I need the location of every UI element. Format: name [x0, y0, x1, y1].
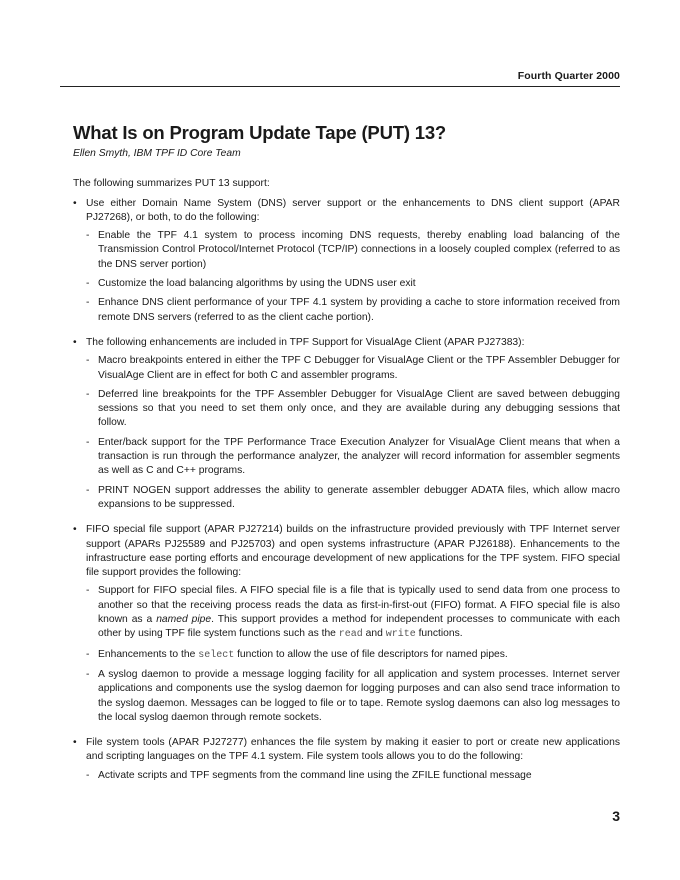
sub-item	[86, 277, 620, 291]
dash-marker: -	[86, 297, 90, 309]
list-item-file-system-tools	[73, 736, 620, 783]
list-item-dns	[73, 197, 620, 325]
sub-item-select	[86, 648, 620, 663]
dash-marker: -	[86, 388, 90, 400]
sub-item-text-part: functions.	[415, 628, 463, 640]
named-pipe-term: named pipe	[156, 614, 212, 626]
list-item-text: Use either Domain Name System (DNS) server support or the enhancements to DNS client support (APAR PJ27268), or both, to do the following:	[86, 197, 620, 223]
sub-item	[86, 229, 620, 272]
sub-list	[86, 354, 620, 512]
sub-item-fifo-files	[86, 584, 620, 642]
intro-paragraph: The following summarizes PUT 13 support:	[73, 178, 270, 190]
dash-marker: -	[86, 355, 90, 367]
sub-item	[86, 436, 620, 479]
bullet-marker: •	[73, 524, 77, 536]
list-item-text: File system tools (APAR PJ27277) enhances the file system by making it easier to port or create new applications and scripting languages on the TPF 4.1 system. File system tools allows you to do the following:	[86, 737, 620, 763]
dash-marker: -	[86, 585, 90, 597]
sub-item-text-part: Support for FIFO special files. A FIFO special file is a file that is typically used to send data from one process to another so that the receiving process reads the data as first-in-first-out (FIFO) format. A FIFO special file is also known as a	[98, 585, 620, 626]
article-title: What Is on Program Update Tape (PUT) 13?	[73, 122, 447, 143]
sub-item-text-part: . This support provides a method for independent processes to communicate with each other by using TPF file system functions such as the	[98, 614, 621, 640]
bullet-marker: •	[73, 336, 77, 348]
sub-item	[86, 296, 620, 325]
sub-item	[86, 484, 620, 513]
article-author: Ellen Smyth, IBM TPF ID Core Team	[73, 148, 241, 159]
sub-item-text: Enable the TPF 4.1 system to process incoming DNS requests, thereby enabling load balancing of the Transmission Control Protocol/Internet Protocol (TCP/IP) connections in a loosely coupled complex (referred to as the DNS server portion)	[98, 230, 620, 270]
sub-item	[86, 354, 620, 383]
sub-item-text: Deferred line breakpoints for the TPF Assembler Debugger for VisualAge Client are saved between debugging sessions so that you need to set them only once, and they are available during any debugging sessions that follow.	[98, 388, 620, 429]
summary-list	[73, 197, 620, 783]
dash-marker: -	[86, 769, 90, 781]
sub-item-text: Activate scripts and TPF segments from the command line using the ZFILE functional message	[98, 769, 532, 781]
sub-item-text-part: and	[362, 628, 386, 640]
list-item-visualage	[73, 336, 620, 512]
bullet-marker: •	[73, 737, 77, 749]
sub-item	[86, 769, 620, 783]
dash-marker: -	[86, 436, 90, 448]
sub-list	[86, 769, 620, 783]
read-function-code: read	[338, 629, 363, 641]
sub-item-syslog	[86, 668, 620, 725]
sub-list	[86, 229, 620, 325]
page-number: 3	[612, 808, 620, 824]
dash-marker: -	[86, 668, 90, 680]
sub-item-text: A syslog daemon to provide a message logging facility for all application and system processes. Internet server applications and components use the syslog daemon for logging purposes and can also send trace information to the syslog daemon. Messages can be logged to file or to tape. Remote syslog daemons can also log messages to the local syslog daemon through remote sockets.	[98, 668, 620, 723]
list-item-fifo	[73, 523, 620, 725]
dash-marker: -	[86, 648, 90, 660]
sub-list	[86, 584, 620, 725]
list-item-text: The following enhancements are included in TPF Support for VisualAge Client (APAR PJ27383):	[86, 336, 525, 348]
article-body	[73, 122, 620, 794]
sub-item-text: Customize the load balancing algorithms by using the UDNS user exit	[98, 278, 416, 290]
list-item-text: FIFO special file support (APAR PJ27214) builds on the infrastructure provided previously with TPF Internet server support (APARs PJ25589 and PJ25703) and open systems infrastructure (APAR PJ26188). Enhancements to the infrastructure ease porting efforts and encourage development of new applications for the TPF system. FIFO special file support provides the following:	[86, 524, 620, 579]
dash-marker: -	[86, 484, 90, 496]
bullet-marker: •	[73, 197, 77, 209]
sub-item-text: Enter/back support for the TPF Performance Trace Execution Analyzer for VisualAge Client means that when a transaction is run through the performance analyzer, the analyzer will record information for assembler segments as well as C and C++ programs.	[98, 436, 620, 477]
dash-marker: -	[86, 230, 90, 242]
sub-item-text: Macro breakpoints entered in either the TPF C Debugger for VisualAge Client or the TPF Assembler Debugger for VisualAge Client are in effect for both C and assembler programs.	[98, 355, 620, 381]
sub-item-text: PRINT NOGEN support addresses the ability to generate assembler debugger ADATA files, which allow macro expansions to be suppressed.	[98, 484, 620, 510]
header-rule	[60, 86, 620, 87]
write-function-code: write	[385, 629, 416, 641]
running-header: Fourth Quarter 2000	[517, 70, 620, 82]
sub-item-text-part: Enhancements to the	[98, 648, 199, 660]
dash-marker: -	[86, 278, 90, 290]
sub-item	[86, 388, 620, 431]
select-function-code: select	[198, 649, 235, 661]
sub-item-text-part: function to allow the use of file descriptors for named pipes.	[234, 648, 508, 660]
sub-item-text: Enhance DNS client performance of your TPF 4.1 system by providing a cache to store information received from remote DNS servers (referred to as the client cache portion).	[98, 297, 620, 323]
